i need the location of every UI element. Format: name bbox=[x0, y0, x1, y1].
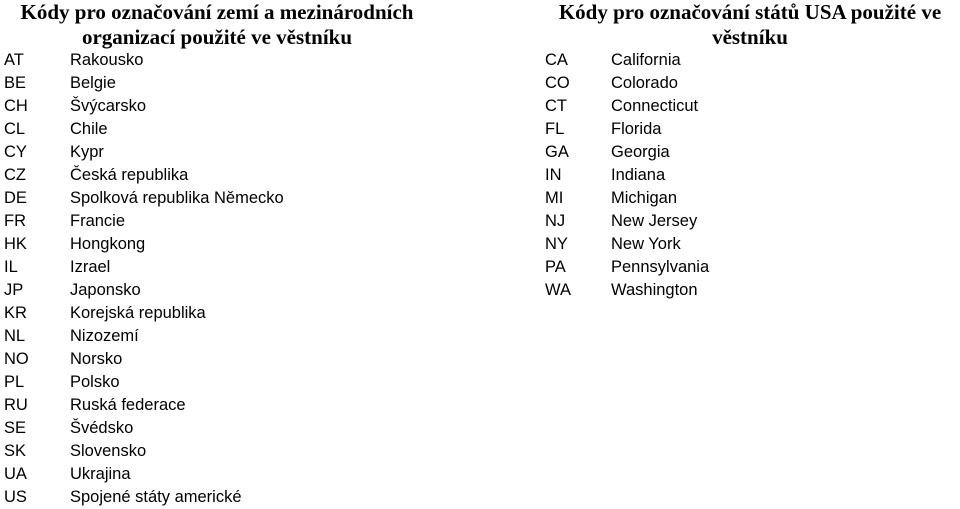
name-cell: New Jersey bbox=[611, 212, 698, 230]
code-cell: DE bbox=[4, 189, 27, 207]
code-cell: GA bbox=[545, 143, 569, 161]
table-row bbox=[0, 486, 284, 509]
name-cell: Norsko bbox=[70, 350, 123, 368]
table-row bbox=[540, 279, 709, 302]
table-row bbox=[0, 371, 284, 394]
table-row bbox=[0, 141, 284, 164]
code-cell: NL bbox=[4, 327, 26, 345]
code-cell: RU bbox=[4, 396, 28, 414]
code-cell: CL bbox=[4, 120, 26, 138]
code-cell: CY bbox=[4, 143, 27, 161]
name-cell: Spojené státy americké bbox=[70, 488, 242, 506]
code-cell: CH bbox=[4, 97, 28, 115]
code-cell: NJ bbox=[545, 212, 566, 230]
table-row bbox=[0, 256, 284, 279]
table-row bbox=[0, 463, 284, 486]
country-codes-heading bbox=[0, 0, 434, 50]
country-codes-section bbox=[0, 0, 470, 509]
name-cell: Washington bbox=[611, 281, 698, 299]
table-row bbox=[0, 187, 284, 210]
table-row bbox=[540, 95, 709, 118]
name-cell: Japonsko bbox=[70, 281, 141, 299]
name-cell: Pennsylvania bbox=[611, 258, 710, 276]
country-codes-heading-line2: organizací použité ve věstníku bbox=[81, 25, 353, 49]
table-row bbox=[0, 348, 284, 371]
table-row bbox=[540, 233, 709, 256]
name-cell: Izrael bbox=[70, 258, 111, 276]
code-cell: CT bbox=[545, 97, 567, 115]
table-row bbox=[540, 49, 709, 72]
code-cell: PL bbox=[4, 373, 25, 391]
name-cell: Indiana bbox=[611, 166, 666, 184]
table-row bbox=[540, 72, 709, 95]
code-cell: UA bbox=[4, 465, 27, 483]
code-cell: NY bbox=[545, 235, 568, 253]
table-row bbox=[0, 210, 284, 233]
table-row bbox=[0, 49, 284, 72]
code-cell: FR bbox=[4, 212, 26, 230]
table-row bbox=[540, 210, 709, 233]
table-row bbox=[0, 302, 284, 325]
name-cell: Polsko bbox=[70, 373, 120, 391]
name-cell: Florida bbox=[611, 120, 662, 138]
us-state-codes-heading bbox=[540, 0, 960, 50]
code-cell: CO bbox=[545, 74, 570, 92]
name-cell: Švédsko bbox=[70, 419, 134, 437]
code-cell: WA bbox=[545, 281, 571, 299]
name-cell: Connecticut bbox=[611, 97, 699, 115]
name-cell: Rakousko bbox=[70, 51, 144, 69]
table-row bbox=[0, 394, 284, 417]
table-row bbox=[0, 95, 284, 118]
table-row bbox=[540, 141, 709, 164]
us-state-codes-table bbox=[540, 49, 709, 302]
code-cell: SE bbox=[4, 419, 27, 437]
name-cell: Ukrajina bbox=[70, 465, 131, 483]
code-cell: MI bbox=[545, 189, 564, 207]
code-cell: CA bbox=[545, 51, 568, 69]
name-cell: Georgia bbox=[611, 143, 670, 161]
name-cell: Nizozemí bbox=[70, 327, 139, 345]
code-cell: CZ bbox=[4, 166, 26, 184]
code-cell: FL bbox=[545, 120, 565, 138]
name-cell: Ruská federace bbox=[70, 396, 186, 414]
name-cell: Švýcarsko bbox=[70, 97, 147, 115]
name-cell: Kypr bbox=[70, 143, 104, 161]
table-row bbox=[540, 164, 709, 187]
table-row bbox=[540, 187, 709, 210]
code-cell: JP bbox=[4, 281, 24, 299]
table-row bbox=[0, 233, 284, 256]
code-cell: NO bbox=[4, 350, 29, 368]
name-cell: Slovensko bbox=[70, 442, 147, 460]
code-cell: SK bbox=[4, 442, 27, 460]
table-row bbox=[0, 118, 284, 141]
name-cell: California bbox=[611, 51, 681, 69]
code-cell: KR bbox=[4, 304, 27, 322]
country-codes-heading-line1: Kódy pro označování zemí a mezinárodních bbox=[20, 0, 414, 24]
code-cell: IN bbox=[545, 166, 562, 184]
code-cell: BE bbox=[4, 74, 27, 92]
us-state-codes-heading-line2: věstníku bbox=[712, 25, 788, 49]
code-cell: HK bbox=[4, 235, 27, 253]
table-row bbox=[540, 256, 709, 279]
name-cell: Chile bbox=[70, 120, 108, 138]
table-row bbox=[0, 279, 284, 302]
code-cell: IL bbox=[4, 258, 18, 276]
name-cell: Spolková republika Německo bbox=[70, 189, 284, 207]
name-cell: Francie bbox=[70, 212, 126, 230]
us-state-codes-section bbox=[540, 0, 960, 302]
country-codes-table bbox=[0, 49, 284, 509]
table-row bbox=[0, 440, 284, 463]
table-row bbox=[0, 325, 284, 348]
code-cell: PA bbox=[545, 258, 566, 276]
name-cell: Belgie bbox=[70, 74, 116, 92]
name-cell: Michigan bbox=[611, 189, 678, 207]
name-cell: Colorado bbox=[611, 74, 678, 92]
table-row bbox=[540, 118, 709, 141]
name-cell: Korejská republika bbox=[70, 304, 206, 322]
code-cell: US bbox=[4, 488, 27, 506]
name-cell: Česká republika bbox=[70, 166, 189, 184]
us-state-codes-heading-line1: Kódy pro označování států USA použité ve bbox=[558, 0, 942, 24]
table-row bbox=[0, 72, 284, 95]
table-row bbox=[0, 164, 284, 187]
code-cell: AT bbox=[4, 51, 24, 69]
name-cell: New York bbox=[611, 235, 681, 253]
table-row bbox=[0, 417, 284, 440]
name-cell: Hongkong bbox=[70, 235, 146, 253]
